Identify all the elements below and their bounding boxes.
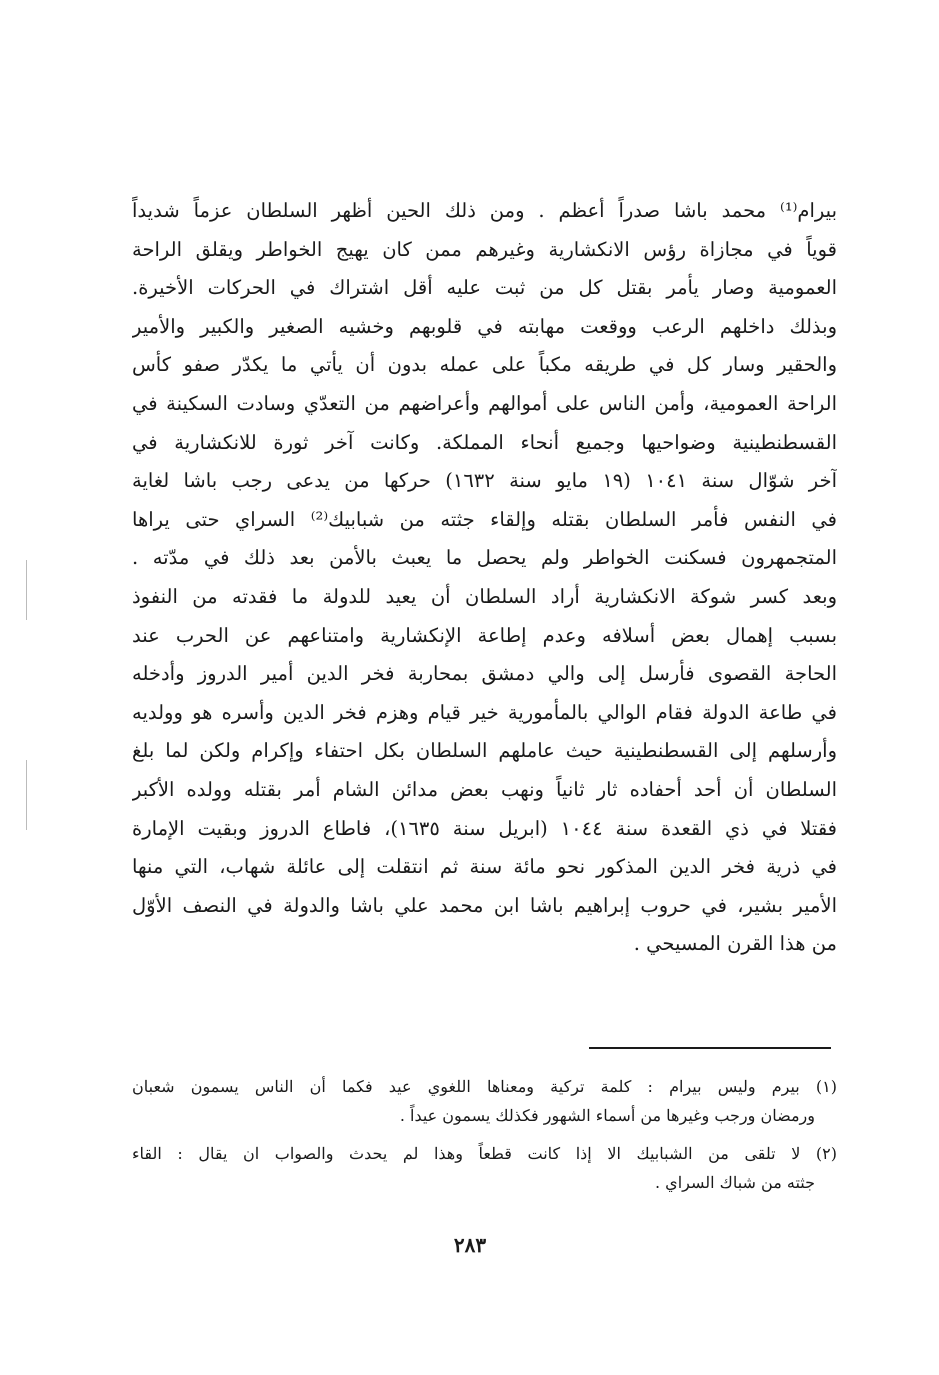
body-line: في ذرية فخر الدين المذكور نحو مائة سنة ثم انتقلت إلى عائلة شهاب، التي منها (132, 855, 837, 879)
body-line: الأمير بشير، في حروب إبراهيم باشا ابن محمد علي باشا والدولة في النصف الأوّل (132, 893, 837, 917)
body-line: قوياً في مجازاة رؤس الانكشارية وغيرهم ممن كان يهيج الخواطر ويقلق الراحة (132, 237, 837, 261)
body-line: وبذلك داخلهم الرعب ووقعت مهابته في قلوبهم وخشيه الصغير والكبير والأمير (132, 314, 837, 338)
body-line: القسطنطينية وضواحيها وجميع أنحاء المملكة. وكانت آخر ثورة للانكشارية في (132, 430, 837, 454)
body-line: آخر شوّال سنة ١٠٤١ (١٩ مايو سنة ١٦٣٢) حركها من يدعى رجب باشا لغاية (132, 469, 837, 493)
body-line: والحقير وسار كل في طريقه مكباً على عمله بدون أن يأتي ما يكدّر صفو كأس (132, 353, 837, 377)
footnote-separator (589, 1047, 831, 1049)
body-text (132, 192, 837, 964)
body-line: بسبب إهمال بعض أسلافه وعدم إطاعة الإنكشارية وامتناعهم عن الحرب عند (132, 623, 837, 647)
body-line: العمومية وصار يأمر بقتل كل من ثبت عليه أقل اشتراك في الحركات الأخيرة. (132, 276, 837, 300)
body-line: الراحة العمومية، وأمن الناس على أموالهم وأعراضهم من التعدّي وسادت السكينة في (132, 391, 837, 415)
footnote-line: جثته من شباك السراي . (655, 1173, 815, 1192)
scan-edge-mark (26, 760, 27, 830)
footnote-2 (132, 1139, 837, 1197)
footnotes (132, 1072, 837, 1197)
body-line: المتجمهرون فسكنت الخواطر ولم يحصل ما يعبث بالأمن بعد ذلك في مدّته . (132, 546, 837, 570)
footnote-line: (١) بيرم وليس بيرام : كلمة تركية ومعناها اللغوي عيد فكما أن الناس يسمون شعبان (132, 1077, 837, 1096)
body-line: بيرام⁽¹⁾ محمد باشا صدراً أعظم . ومن ذلك الحين أظهر السلطان عزماً شديداً (132, 199, 837, 222)
body-line: وبعد كسر شوكة الانكشارية أراد السلطان أن يعيد للدولة ما فقدته من النفوذ (132, 584, 837, 608)
footnote-line: (٢) لا تلقى من الشبابيك الا إذا كانت قطعاً وهذا لم يحدث والصواب ان يقال : القاء (132, 1144, 837, 1163)
body-line: في النفس فأمر السلطان بقتله وإلقاء جثته من شبابيك⁽²⁾ السراي حتى يراها (132, 507, 837, 531)
body-line: السلطان أن أحد أحفاده ثار ثانياً ونهب بعض مدائن الشام أمر بقتله وولده الأكبر (132, 777, 837, 801)
body-line: من هذا القرن المسيحي . (633, 932, 837, 956)
scan-edge-mark (26, 560, 27, 620)
page-number: ٢٨٣ (453, 1233, 487, 1257)
body-line: الحاجة القصوى فأرسل إلى والي دمشق بمحاربة فخر الدين أمير الدروز وأدخله (132, 662, 837, 686)
footnote-line: ورمضان ورجب وغيرها من أسماء الشهور فكذلك يسمون عيداً . (399, 1106, 815, 1125)
body-line: فقتلا في ذي القعدة سنة ١٠٤٤ (ابريل سنة ١٦٣٥)، فاطاع الدروز وبقيت الإمارة (132, 816, 837, 840)
body-line: في طاعة الدولة فقام الوالي بالمأمورية خير قيام وهزم فخر الدين وأسره هو وولديه (132, 700, 837, 724)
body-line: وأرسلهم إلى القسطنطينية حيث عاملهم السلطان بكل احتفاء وإكرام ولكن لما بلغ (132, 739, 837, 763)
footnote-1 (132, 1072, 837, 1130)
